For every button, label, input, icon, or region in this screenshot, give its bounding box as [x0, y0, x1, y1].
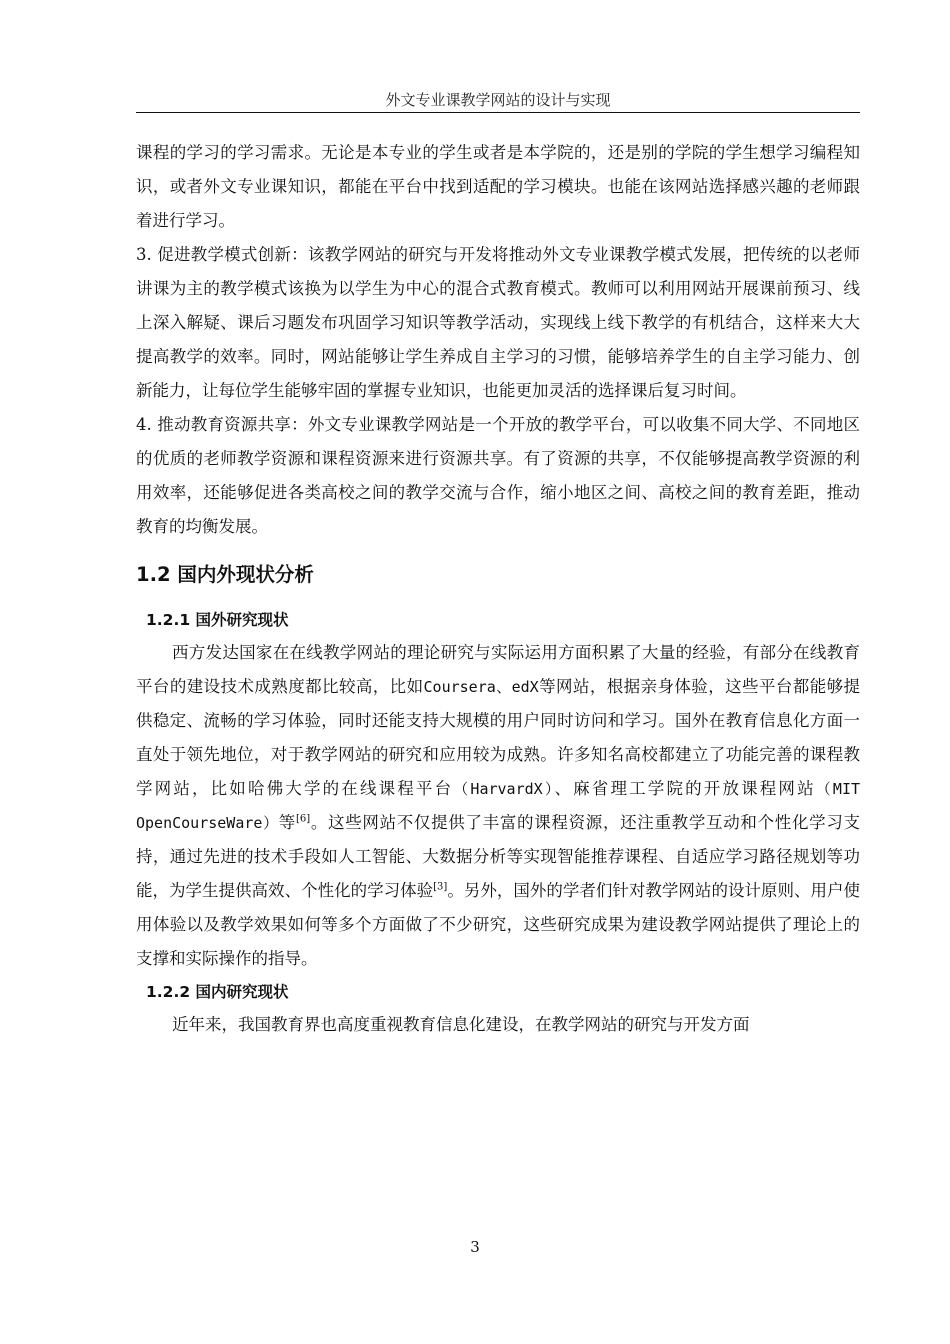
subsection-heading-domestic: 1.2.2 国内研究现状: [146, 983, 289, 1001]
text-segment-harvardx: （HarvardX）: [453, 780, 555, 798]
section-heading-status-analysis: 1.2 国内外现状分析: [136, 563, 314, 586]
citation-ref-3: [3]: [433, 881, 448, 893]
subsection-heading-foreign: 1.2.1 国外研究现状: [146, 611, 289, 629]
header-title: 外文专业课教学网站的设计与实现: [385, 91, 611, 109]
text-segment: 西方发达国家在在线教学网站的理论研究与实际运用方面积累了大量的经验，有部分在线教育平台的建设技术成熟度都比较高，比如: [136, 643, 860, 696]
text-segment: 等网站，根据亲身体验，这些平台都能够提供稳定、流畅的学习体验，同时还能支持大规模的用户同时访问和学习。国外在教育信息化方面一直处于领先地位，对于教学网站的研究和应用较为成熟。许多知名高校都建立了功能完善的课程教学网站，比如哈佛大学的在线课程平台: [136, 677, 861, 798]
document-body: [136, 136, 860, 1042]
text-segment: 。另外，国外的学者们针对教学网站的设计原则、用户使用体验以及教学效果如何等多个方面做了不少研究，这些研究成果为建设教学网站提供了理论上的支撑和实际操作的指导。: [136, 881, 861, 968]
text-segment-platforms: Coursera、edX: [423, 678, 539, 696]
page-number: 3: [470, 1238, 480, 1256]
paragraph-foreign-research: [136, 636, 860, 976]
text-segment: 。这些网站不仅提供了丰富的课程资源，还注重教学互动和个性化学习支持，通过先进的技术手段如人工智能、大数据分析等实现智能推荐课程、自适应学习路径规划等功能，为学生提供高效、个性化的学习体验: [136, 813, 860, 900]
paragraph-domestic-research: 近年来，我国教育界也高度重视教育信息化建设，在教学网站的研究与开发方面: [172, 1015, 750, 1034]
citation-ref-6: [6]: [295, 813, 311, 825]
paragraph-teaching-innovation: 3. 促进教学模式创新：该教学网站的研究与开发将推动外文专业课教学模式发展，把传统的以老师讲课为主的教学模式该换为以学生为中心的混合式教育模式。教师可以利用网站开展课前预习、线上深入解疑、课后习题发布巩固学习知识等教学活动，实现线上线下教学的有机结合，这样来大大提高教学的效率。同时，网站能够让学生养成自主学习的习惯，能够培养学生的自主学习能力、创新能力，让每位学生能够牢固的掌握专业知识，也能更加灵活的选择课后复习时间。: [136, 245, 860, 400]
text-segment: 等: [278, 813, 296, 832]
paragraph-resource-sharing: 4. 推动教育资源共享：外文专业课教学网站是一个开放的教学平台，可以收集不同大学、不同地区的优质的老师教学资源和课程资源来进行资源共享。有了资源的共享，不仅能够提高教学资源的利用效率，还能够促进各类高校之间的教学交流与合作，缩小地区之间、高校之间的教育差距，推动教育的均衡发展。: [136, 415, 860, 536]
page-header: [136, 90, 860, 113]
text-segment: 、麻省理工学院的开放课程网站: [554, 779, 816, 798]
paragraph-learning-needs: 课程的学习的学习需求。无论是本专业的学生或者是本学院的，还是别的学院的学生想学习编程知识，或者外文专业课知识，都能在平台中找到适配的学习模块。也能在该网站选择感兴趣的老师跟着进行学习。: [136, 143, 860, 230]
text-segment-mit-ocw: （MIT OpenCourseWare）: [136, 780, 861, 832]
